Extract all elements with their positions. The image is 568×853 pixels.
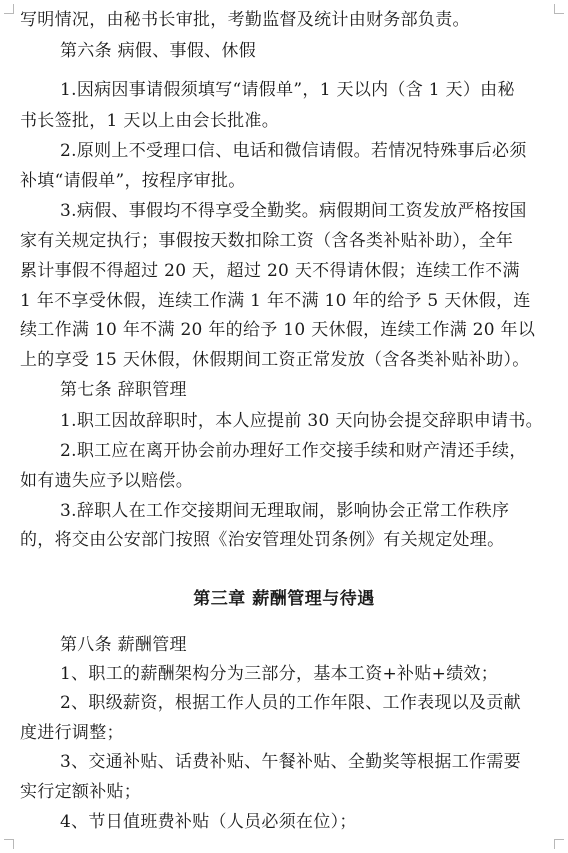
text-line: 累计事假不得超过 20 天，超过 20 天不得请休假；连续工作不满 — [20, 261, 520, 281]
text-line: 3、交通补贴、话费补贴、午餐补贴、全勤奖等根据工作需要 — [60, 752, 521, 772]
text-line: 4、节日值班费补贴（人员必须在位）； — [60, 812, 357, 832]
text-line: 的，将交由公安部门按照《治安管理处罚条例》有关规定处理。 — [20, 530, 505, 550]
text-line: 2.职工应在离开协会前办理好工作交接手续和财产清还手续， — [60, 441, 527, 461]
article-heading-7: 第七条 辞职管理 — [60, 380, 187, 400]
text-line: 家有关规定执行；事假按天数扣除工资（含各类补贴补助），全年 — [20, 231, 514, 251]
text-line: 2.原则上不受理口信、电话和微信请假。若情况特殊事后必须 — [60, 141, 527, 161]
text-line: 1.因病因事请假须填写“请假单”，1 天以内（含 1 天）由秘 — [60, 80, 515, 100]
text-line: 1、职工的薪酬架构分为三部分，基本工资+补贴+绩效； — [60, 664, 499, 684]
chapter-heading: 第三章 薪酬管理与待遇 — [193, 589, 375, 609]
text-line: 3.病假、事假均不得享受全勤奖。病假期间工资发放严格按国 — [60, 201, 527, 221]
article-heading-6: 第六条 病假、事假、休假 — [60, 41, 257, 61]
text-line: 如有遗失应予以赔偿。 — [20, 471, 193, 491]
text-line: 3.辞职人在工作交接期间无理取闹，影响协会正常工作秩序 — [60, 501, 510, 521]
text-line: 实行定额补贴； — [20, 782, 142, 802]
text-line: 1.职工因故辞职时，本人应提前 30 天向协会提交辞职申请书。 — [60, 411, 543, 431]
text-line: 写明情况，由秘书长审批，考勤监督及统计由财务部负责。 — [20, 10, 470, 30]
text-line: 补填“请假单”，按程序审批。 — [20, 171, 246, 191]
text-line: 上的享受 15 天休假，休假期间工资正常发放（含各类补贴补助）。 — [20, 350, 530, 370]
text-line: 1 年不享受休假，连续工作满 1 年不满 10 年的给予 5 天休假，连 — [20, 291, 531, 311]
crop-mark-bottom-right — [554, 839, 564, 849]
text-line: 续工作满 10 年不满 20 年的给予 10 天休假，连续工作满 20 年以 — [20, 320, 536, 340]
text-line: 度进行调整； — [20, 723, 124, 743]
crop-mark-bottom-left — [4, 839, 14, 849]
article-heading-8: 第八条 薪酬管理 — [60, 635, 187, 655]
text-line: 书长签批，1 天以上由会长批准。 — [20, 111, 280, 131]
crop-mark-top-left — [4, 4, 14, 14]
text-line: 2、职级薪资，根据工作人员的工作年限、工作表现以及贡献 — [60, 693, 521, 713]
